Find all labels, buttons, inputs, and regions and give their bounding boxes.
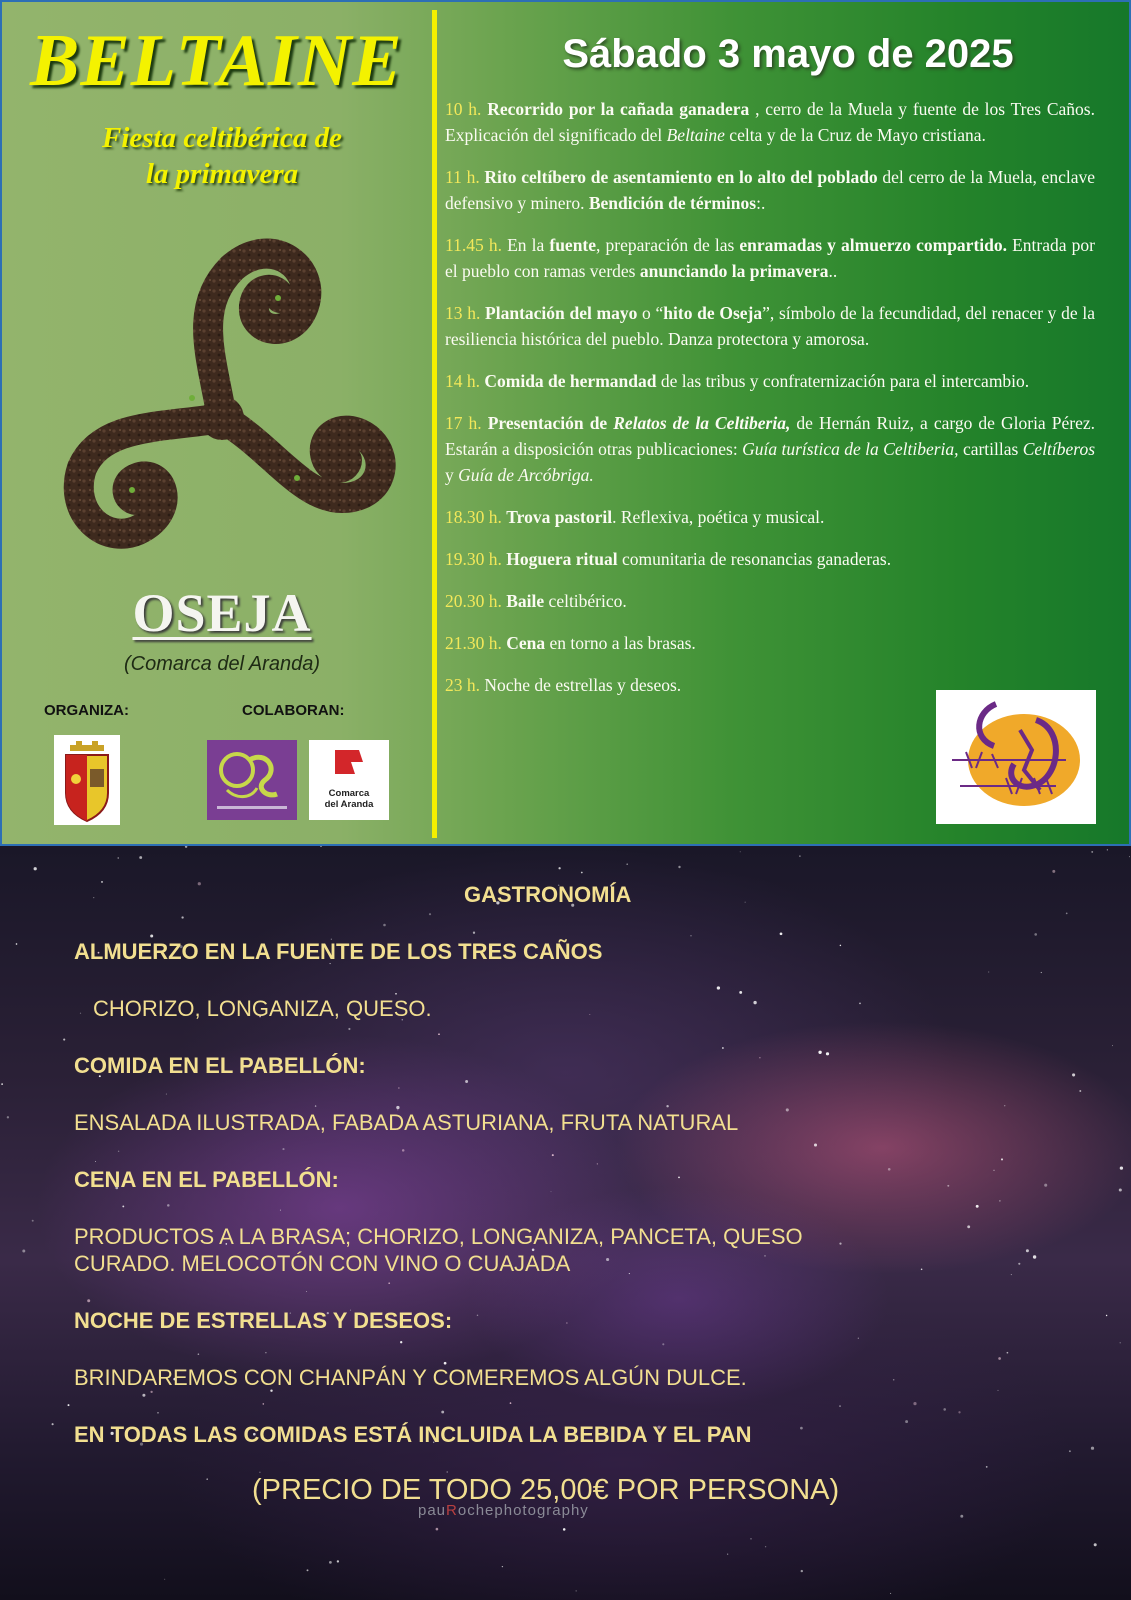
noche-heading: NOCHE DE ESTRELLAS Y DESEOS:	[74, 1308, 453, 1333]
gastronomy-section	[0, 846, 1131, 1600]
nebula-background	[0, 846, 1131, 1600]
schedule-time: 17 h.	[445, 413, 488, 433]
poster-right-column	[438, 2, 1131, 846]
festival-title: BELTAINE	[30, 20, 403, 102]
price-note: (PRECIO DE TODO 25,00€ POR PERSONA)	[252, 1474, 840, 1506]
schedule-description: Noche de estrellas y deseos.	[484, 675, 682, 695]
schedule-list	[445, 96, 1095, 714]
celtiberian-logo-icon	[936, 690, 1096, 824]
cena-menu-line-2: CURADO. MELOCOTÓN CON VINO O CUAJADA	[74, 1251, 571, 1276]
schedule-description: Baile celtibérico.	[506, 591, 627, 611]
schedule-time: 20.30 h.	[445, 591, 507, 611]
schedule-description: Comida de hermandad de las tribus y confraternización para el intercambio.	[484, 371, 1030, 391]
almuerzo-heading: ALMUERZO EN LA FUENTE DE LOS TRES CAÑOS	[74, 939, 603, 964]
schedule-description: Plantación del mayo o “hito de Oseja”, símbolo de la fecundidad, del renacer y de la resiliencia histórica del pueblo. Danza protectora y amorosa.	[445, 303, 1095, 349]
event-date: Sábado 3 mayo de 2025	[562, 32, 1014, 76]
schedule-description: Rito celtíbero de asentamiento en lo alto del poblado del cerro de la Muela, enclave defensivo y minero. Bendición de términos:.	[445, 167, 1095, 213]
schedule-item	[445, 368, 1095, 394]
triskele-icon	[42, 228, 402, 568]
schedule-time: 11 h.	[445, 167, 485, 187]
schedule-time: 13 h.	[445, 303, 486, 323]
gastronomy-title: GASTRONOMÍA	[464, 882, 632, 907]
region-name: (Comarca del Aranda)	[123, 653, 320, 675]
vertical-divider	[432, 10, 437, 838]
schedule-item	[445, 546, 1095, 572]
subtitle-line-2: la primavera	[145, 158, 299, 190]
schedule-time: 21.30 h.	[445, 633, 507, 653]
schedule-description: Cena en torno a las brasas.	[506, 633, 696, 653]
schedule-item	[445, 588, 1095, 614]
comida-heading: COMIDA EN EL PABELLÓN:	[74, 1053, 366, 1078]
comida-menu: ENSALADA ILUSTRADA, FABADA ASTURIANA, FRUTA NATURAL	[74, 1110, 739, 1135]
schedule-item	[445, 96, 1095, 148]
schedule-time: 23 h.	[445, 675, 485, 695]
cena-heading: CENA EN EL PABELLÓN:	[74, 1167, 339, 1192]
schedule-time: 18.30 h.	[445, 507, 507, 527]
schedule-description: Trova pastoril. Reflexiva, poética y musical.	[506, 507, 825, 527]
schedule-description: En la fuente, preparación de las enramadas y almuerzo compartido. Entrada por el pueblo con ramas verdes anunciando la primavera..	[445, 235, 1095, 281]
schedule-time: 14 h.	[445, 371, 485, 391]
schedule-item	[445, 164, 1095, 216]
schedule-item	[445, 232, 1095, 284]
coat-of-arms-icon	[54, 735, 120, 825]
almuerzo-menu: CHORIZO, LONGANIZA, QUESO.	[93, 996, 432, 1021]
schedule-item	[445, 410, 1095, 488]
festival-subtitle	[42, 120, 402, 192]
poster-left-column	[2, 2, 432, 846]
schedule-item	[445, 504, 1095, 530]
schedule-time: 11.45 h.	[445, 235, 508, 255]
subtitle-line-1: Fiesta celtibérica de	[102, 122, 342, 154]
comarca-logo-icon	[309, 740, 389, 820]
colaboran-label: COLABORAN:	[242, 702, 345, 719]
association-logo-icon	[207, 740, 297, 820]
comarca-logo-text: Comarca del Aranda	[324, 788, 374, 810]
schedule-description: Presentación de Relatos de la Celtiberia, de Hernán Ruiz, a cargo de Gloria Pérez. Estarán a disposición otras publicaciones: Guía turística de la Celtiberia, cartillas Celtíberos y Guía de Arcóbriga.	[445, 413, 1095, 485]
schedule-item	[445, 300, 1095, 352]
schedule-description: Hoguera ritual comunitaria de resonancias ganaderas.	[506, 549, 892, 569]
noche-menu: BRINDAREMOS CON CHANPÁN Y COMEREMOS ALGÚN DULCE.	[74, 1365, 747, 1390]
schedule-item	[445, 630, 1095, 656]
town-name: OSEJA	[132, 583, 312, 643]
photo-watermark: pauRochephotography	[418, 1502, 589, 1519]
schedule-time: 10 h.	[445, 99, 488, 119]
schedule-description: Recorrido por la cañada ganadera , cerro de la Muela y fuente de los Tres Caños. Explicación del significado del Beltaine celta y de la Cruz de Mayo cristiana.	[445, 99, 1095, 145]
organiza-label: ORGANIZA:	[44, 702, 129, 719]
schedule-time: 19.30 h.	[445, 549, 507, 569]
cena-menu-line-1: PRODUCTOS A LA BRASA; CHORIZO, LONGANIZA, PANCETA, QUESO	[74, 1224, 803, 1249]
included-note: EN TODAS LAS COMIDAS ESTÁ INCLUIDA LA BEBIDA Y EL PAN	[74, 1422, 752, 1447]
